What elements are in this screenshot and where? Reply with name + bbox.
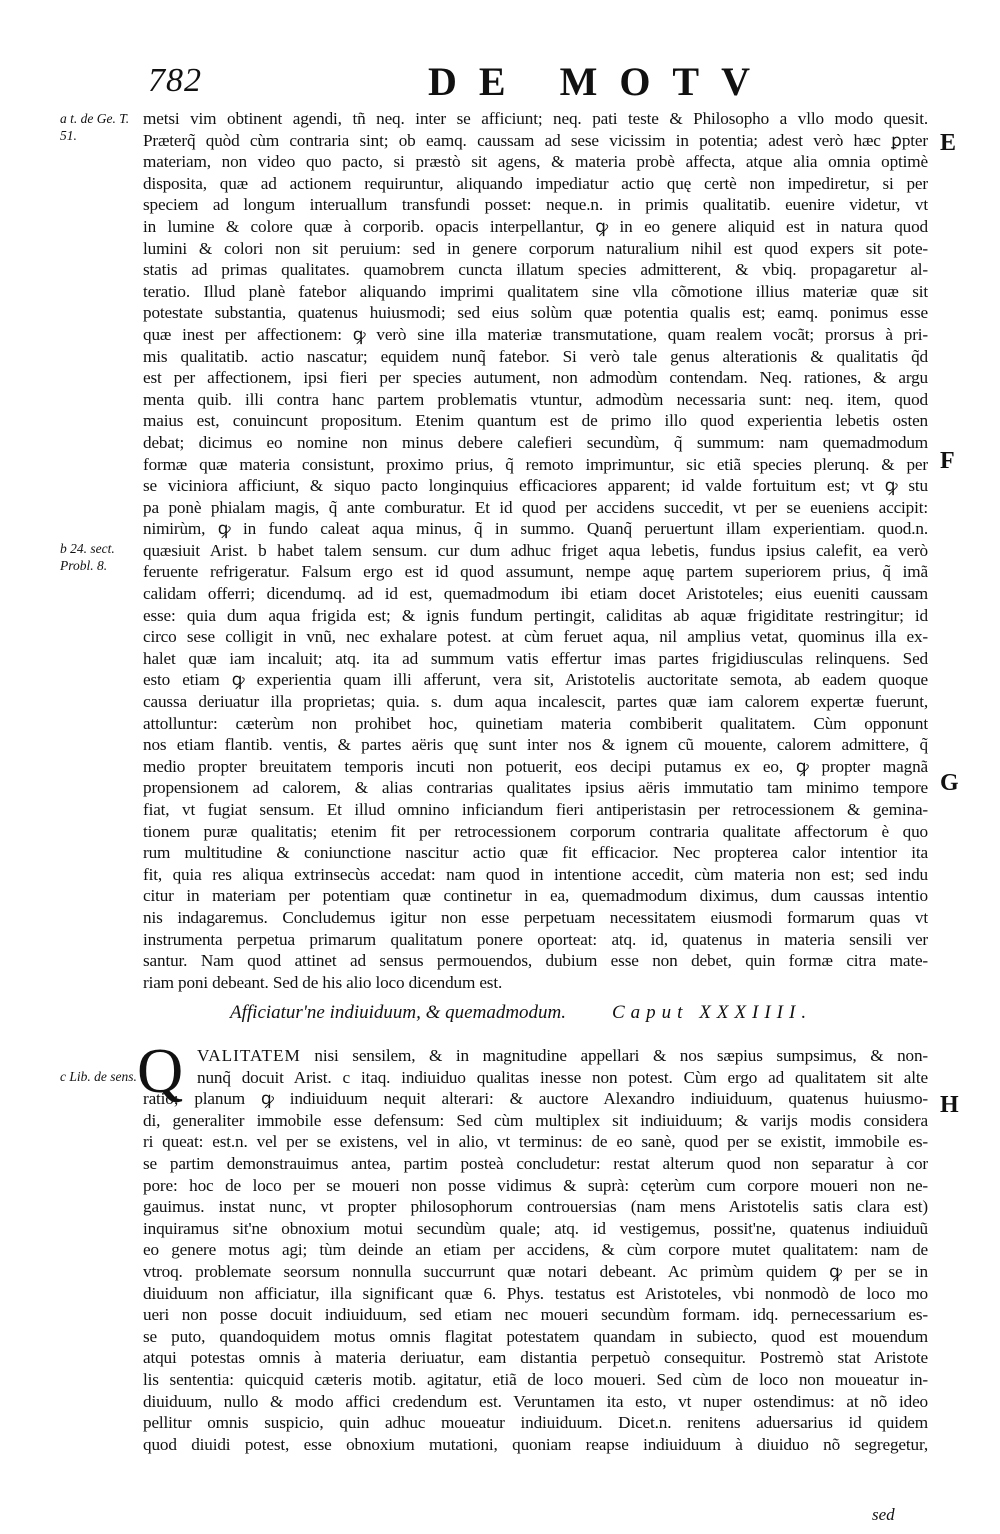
- text-line: lis sententia: quicquid cæteris motib. agitatur, etiã de loco moueri. Sed cùm de loco non moueatur in-: [143, 1369, 928, 1389]
- text-line: nis indagaremus. Concludemus igitur non esse perpetuam necessitatem eiusmodi formarum quas vt: [143, 907, 928, 927]
- page-number: 782: [148, 62, 202, 99]
- text-line: rum multitudine & coniunctione nascitur actio quæ fit efficacior. Nec propterea calor intentior ita: [143, 843, 928, 863]
- chapter-title: Afficiatur'ne indiuiduum, & quemadmodum.: [230, 1002, 567, 1023]
- text-line: ueri non posse docuit indiuiduum, sed etiam nec moueri secundùm formam. idq. pernecessarium es-: [143, 1305, 928, 1325]
- text-line: vtroq. problemate seorsum nonnulla succurrunt quæ notari debeant. Ac primùm quidem ꝙ per se in: [143, 1261, 928, 1281]
- text-line: speciem ad longum interuallum transfundi posset: neque.n. in primis qualitatib. euenire videtur, vt: [143, 195, 928, 215]
- text-line: fit, quia res aliqua extrinsecùs accedat: nam quod in intentione accedit, cùm materia non est; sed indu: [143, 864, 928, 884]
- text-line: propensionem ad calorem, & alias contrarias qualitates ipsius aëris immutatio tam minimo tempore: [143, 778, 928, 798]
- text-line: di, generaliter immobile esse defensum: Sed cùm multiplex sit indiuiduum; & varijs modis considera: [143, 1110, 928, 1130]
- text-line: formæ quæ materia consistunt, proximo prius, q̃ remoto imprimuntur, sic etiã species plerunq. & per: [143, 454, 928, 474]
- text-line: quod diuidi potest, esse obnoxium mutationi, quoniam reapse indiuiduum à diuiduo nõ segregetur,: [143, 1434, 928, 1454]
- section-marker-h: H: [940, 1092, 959, 1118]
- text-line: diuiduum non afficiatur, illa significant quæ 6. Phys. testatus est Aristoteles, vbi nonmodò de loco mo: [143, 1283, 928, 1303]
- text-line: fiat, vt fugiat sensum. Et illud omnino inficiandum fieri antiperistasin per retrocessionem & gemina-: [143, 800, 928, 819]
- text-line: diuiduum, nullo & modo affici credendum est. Veruntamen ita esto, vt nuper ostendimus: at nõ ideo: [143, 1391, 928, 1411]
- margin-note: c Lib. de sens.: [60, 1069, 137, 1084]
- page-header: [148, 58, 918, 108]
- text-line: se partim demonstrauimus antea, partim posteà concludetur: restat alterum quod non separatur à cor: [143, 1153, 928, 1173]
- text-line: nos etiam flantib. ventis, & partes aëris quę sunt inter nos & ignem cũ mouente, calorem admittere, q̃: [143, 735, 928, 755]
- text-line: menta quib. illi contra hanc partem problematis vtuntur, admodùm necessaria sunt: neq. item, quod: [143, 389, 928, 409]
- text-line: eo genere motus agi; tùm deinde an etiam per accidens, & cùm corpore mutet qualitatem: nam de: [143, 1240, 928, 1260]
- text-line: esse: quia dum aqua frigida est; & ignis fundum pertingit, caliditas ab aquæ frigiditate restringitur; id: [143, 605, 928, 625]
- text-line: instrumenta perpetua primarum qualitatum ponere oporteat: atq. id, quatenus in materia sensili ver: [143, 929, 928, 949]
- margin-note: b 24. sect. Probl. 8.: [60, 541, 115, 573]
- text-line: statis ad primas qualitates. quamobrem cuncta illatum species admitterent, & vbiq. propagaretur al-: [143, 260, 928, 280]
- text-line: disposita, quæ ad actionem requiruntur, aliquando impediatur actio quę certè non impediretur, si per: [143, 173, 928, 193]
- text-line: tionem puræ qualitatis; etenim fit per retrocessionem corporum contraria qualitate affectorum è quo: [143, 821, 928, 841]
- text-line: Præterq̃ quòd cùm contraria sint; ob eamq. caussam ad sese vicissim in potentia; adest verò hæc ꝑpter: [143, 130, 928, 150]
- text-line: debat; dicimus eo nomine non minus debere calefieri secundùm, q̃ summum: nam quemadmodum: [143, 432, 928, 452]
- text-line: inquiramus sit'ne obnoxium motui secundùm quale; atq. id vestigemus, possit'ne, quatenus indiuiduũ: [143, 1218, 928, 1238]
- opening-line-text: nisi sensilem, & in magnitudine appellari & nos sæpius sumpsimus, & non-: [314, 1046, 928, 1065]
- margin-note: a t. de Ge. T. 51.: [60, 111, 130, 143]
- text-line: nunq̃ docuit Arist. c itaq. indiuiduo qualitas inesse non potest. Cùm ergo ad qualitatem sit alte: [197, 1067, 928, 1087]
- chapter-text-block: [137, 1035, 928, 1455]
- text-line: ri queat: est.n. vel per se existens, vel in alio, vt terminus: de eo sanè, quod per se existit, immobile es-: [143, 1132, 928, 1152]
- text-line: attolluntur: cæterùm non prohibet hoc, quinetiam materia combiberit qualitatem. Cùm opponunt: [143, 713, 928, 733]
- section-marker-f: F: [940, 448, 955, 474]
- text-line: materiam, non video quo pacto, si præstò sit agens, & materia probè affecta, atque alia omnia optimè: [143, 152, 928, 172]
- text-line: metsi vim obtinent agendi, tñ neq. inter se afficiunt; neq. pati teste & Philosopho a vllo modo quesit.: [143, 109, 928, 128]
- text-line: halet quæ iam incaluit; atq. ita ad summum vatis effertur imas partes frigidiusculas relinquens. Sed: [143, 648, 928, 668]
- chapter-heading: [230, 1002, 870, 1032]
- text-line: in lumine & colore quæ à corporib. opacis interpellantur, ꝙ in eo genere aliquid est in natura quod: [143, 216, 928, 236]
- text-line: est per affectionem, ipsi fieri per species autument, non admodùm contendam. Neq. rationes, & argu: [143, 368, 928, 388]
- main-text-block: [143, 108, 928, 993]
- text-line: calidam offerri; dicendumq. ad id est, quemadmodum ibi etiam docet Aristoteles; eius eueniti caussam: [143, 584, 928, 604]
- text-line: teratio. Illud planè fatebor aliquando imprimi qualitatem sine vlla cõmotione illius materiæ quæ sit: [143, 281, 928, 301]
- catchword: sed: [872, 1505, 895, 1524]
- text-line: circo sese colligit in vnũ, nec exhalare potest. at cùm feruet aqua, nil amplius vetat, quominus illa ex-: [143, 627, 928, 647]
- text-line: atqui potestas omnis à materia deriuatur, eam distantia perpetuò consequitur. Postremò stat Aristote: [143, 1348, 928, 1368]
- section-marker-e: E: [940, 130, 957, 156]
- drop-cap: Q: [137, 1035, 184, 1106]
- chapter-number: Caput XXXIIII.: [612, 1002, 813, 1023]
- text-line: feruente refrigeratur. Falsum ergo est id quod assumunt, nempe aquę partem superiorem prius, q̃ imã: [143, 562, 928, 582]
- text-line: quæsiuit Arist. b habet talem sensum. cur dum adhuc friget aqua lebetis, fundus ipsius calefit, ea verò: [143, 540, 928, 560]
- text-line: citur in materiam per potentiam quæ continetur in ea, quemadmodum diximus, dum caussas intentio: [143, 886, 928, 906]
- text-line: santur. Nam quod attinet ad sensus permouendos, dubium esse non debet, quin formæ citra mate-: [143, 951, 928, 971]
- text-line: [143, 1045, 928, 1067]
- text-line: quæ inest per affectionem: ꝙ verò sine illa materiæ transmutatione, quam realem vocãt; prorsus à pri-: [143, 324, 928, 344]
- section-marker-g: G: [940, 770, 959, 796]
- text-line: caussa deriuatur illa proprietas; quia. s. dum aqua incalescit, partes quæ iam calorem expertæ fuerunt,: [143, 692, 928, 712]
- opening-word: VALITATEM: [197, 1046, 301, 1065]
- running-head: DE MOTV: [428, 59, 772, 104]
- text-line: riam poni debeant. Sed de his alio loco dicendum est.: [143, 972, 503, 992]
- text-line: se viciniora afficiunt, & siquo pacto longinquius efficaciores apparent; id valde fortuitum est; vt ꝙ stu: [143, 476, 928, 496]
- text-line: pa ponè phialam magis, q̃ ante comburatur. Et id quod per accidens succedit, vt per se eueniens accipit:: [143, 497, 928, 517]
- text-line: lumini & colori non sit peruium: sed in genere corporum naturalium nihil est quod expers sit pote-: [143, 238, 928, 258]
- text-line: medio propter breuitatem temporis incuti non potuerit, eos decipi putamus ex eo, ꝙ propter magnã: [143, 756, 928, 776]
- text-line: pellitur omnis suspicio, quin adhuc moueatur indiuiduum. Dicet.n. renitens aduersarius id quidem: [143, 1413, 928, 1433]
- text-line: maius est, conuincunt propositum. Etenim quantum est de primo illo quod experientia lebetis osten: [143, 411, 928, 431]
- text-line: pore: hoc de loco per se moueri non posse vidimus & suprà: cęterùm cum corpore moueri non ne-: [143, 1175, 928, 1195]
- text-line: gauimus. instat nunc, vt propter philosophorum controuersias (nam mens Aristotelis satis clara est): [143, 1197, 928, 1217]
- text-line: ratio; planum ꝙ indiuiduum nequit alterari: & auctore Alexandro indiuiduum, quatenus huiusmo-: [143, 1089, 928, 1109]
- text-line: mis qualitatib. actio nascatur; equidem nunq̃ fatebor. Si verò tale genus alterationis & qualitatis q̃d: [143, 346, 928, 366]
- text-line: se puto, quandoquidem motus omnis flagitat potestatem quandam in subiecto, quod est mouendum: [143, 1326, 928, 1346]
- text-line: potestate substantia, quatenus huiusmodi; sed eius solùm quæ potentia qualis est; eamq. ponimus esse: [143, 303, 928, 323]
- text-line: esto etiam ꝙ experientia quam illi afferunt, vera sit, Aristotelis auctoritate semota, ab eadem quoque: [143, 670, 928, 690]
- text-line: nimirùm, ꝙ in fundo caleat aqua minus, q̃ in summo. Quanq̃ peruertunt illam experientiam. quod.n.: [143, 519, 928, 539]
